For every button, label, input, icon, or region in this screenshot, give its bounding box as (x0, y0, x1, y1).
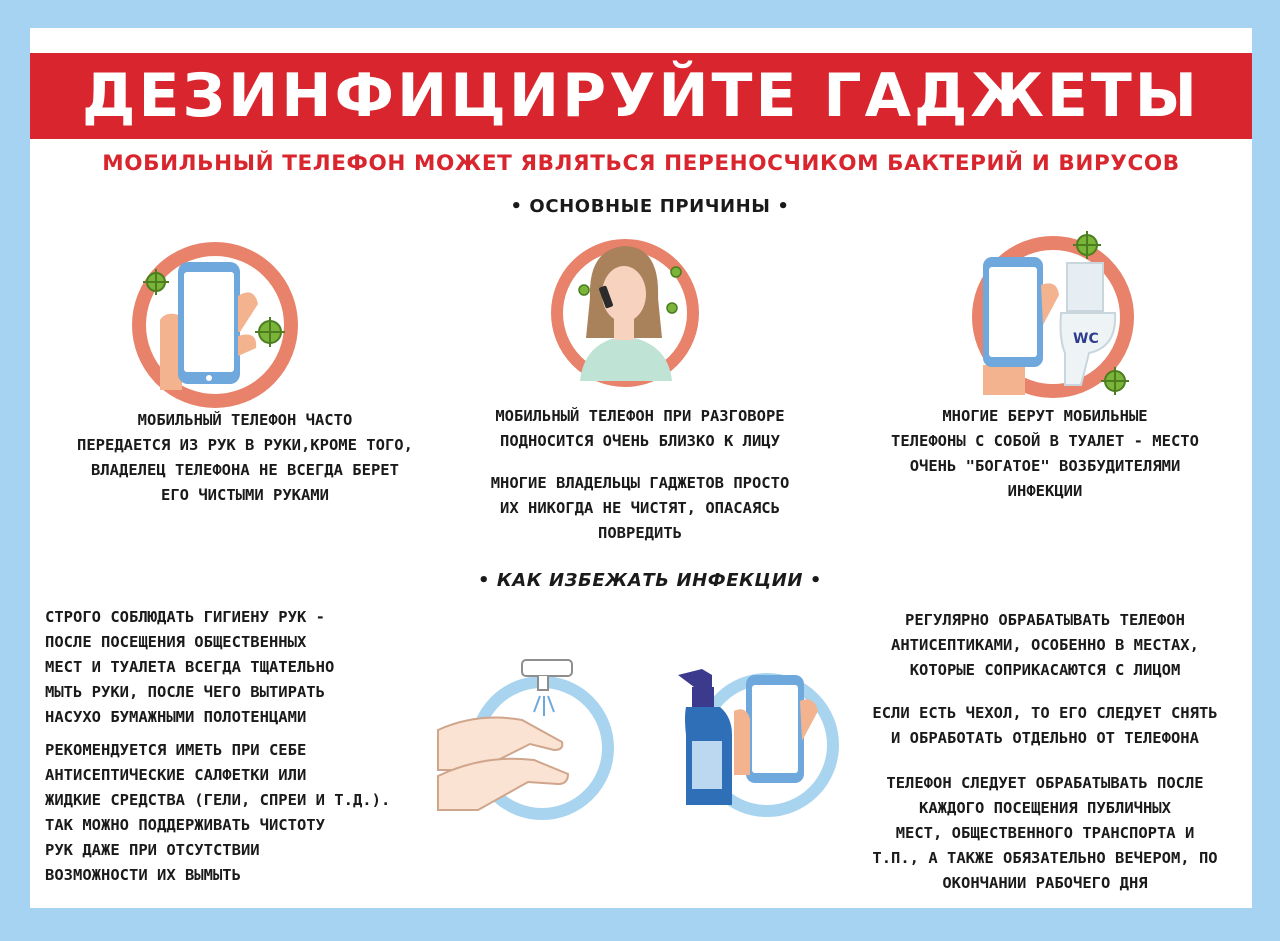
hand-washing-icon (438, 650, 618, 820)
prevention-right-2: ЕСЛИ ЕСТЬ ЧЕХОЛ, ТО ЕГО СЛЕДУЕТ СНЯТЬ И ОБРАБОТАТЬ ОТДЕЛЬНО ОТ ТЕЛЕФОНА (872, 704, 1218, 747)
causes-heading: • ОСНОВНЫЕ ПРИЧИНЫ • (510, 196, 790, 217)
spray-phone-icon (672, 645, 842, 815)
subtitle: МОБИЛЬНЫЙ ТЕЛЕФОН МОЖЕТ ЯВЛЯТЬСЯ ПЕРЕНОСЧИКОМ БАКТЕРИЙ И ВИРУСОВ (102, 151, 1180, 176)
phone-toilet-icon (965, 235, 1140, 400)
woman-phone-icon (550, 238, 700, 388)
cause-2-text: МОБИЛЬНЫЙ ТЕЛЕФОН ПРИ РАЗГОВОРЕ ПОДНОСИТСЯ ОЧЕНЬ БЛИЗКО К ЛИЦУ (495, 407, 785, 450)
prevention-right-1: РЕГУЛЯРНО ОБРАБАТЫВАТЬ ТЕЛЕФОН АНТИСЕПТИКАМИ, ОСОБЕННО В МЕСТАХ, КОТОРЫЕ СОПРИКАСАЮТСЯ С ЛИЦОМ (891, 611, 1199, 679)
prevention-heading: • КАК ИЗБЕЖАТЬ ИНФЕКЦИИ • (477, 570, 823, 591)
prevention-right-3: ТЕЛЕФОН СЛЕДУЕТ ОБРАБАТЫВАТЬ ПОСЛЕ КАЖДОГО ПОСЕЩЕНИЯ ПУБЛИЧНЫХ МЕСТ, ОБЩЕСТВЕННОГО ТРАНСПОРТА И Т.П., А ТАКЖЕ ОБЯЗАТЕЛЬНО ВЕЧЕРОМ, ПО ОКОНЧАНИИ РАБОЧЕГО ДНЯ (872, 774, 1218, 892)
toilet-label: WC (1073, 331, 1099, 347)
prevention-left-1: СТРОГО СОБЛЮДАТЬ ГИГИЕНУ РУК - ПОСЛЕ ПОСЕЩЕНИЯ ОБЩЕСТВЕННЫХ МЕСТ И ТУАЛЕТА ВСЕГДА ТЩАТЕЛЬНО МЫТЬ РУКИ, ПОСЛЕ ЧЕГО ВЫТИРАТЬ НАСУХО БУМАЖНЫМИ ПОЛОТЕНЦАМИ (45, 608, 335, 726)
page-title: ДЕЗИНФИЦИРУЙТЕ ГАДЖЕТЫ (82, 61, 1200, 131)
cause-2-extra-text: МНОГИЕ ВЛАДЕЛЬЦЫ ГАДЖЕТОВ ПРОСТО ИХ НИКОГДА НЕ ЧИСТЯТ, ОПАСАЯСЬ ПОВРЕДИТЬ (490, 474, 790, 542)
prevention-left-2: РЕКОМЕНДУЕТСЯ ИМЕТЬ ПРИ СЕБЕ АНТИСЕПТИЧЕСКИЕ САЛФЕТКИ ИЛИ ЖИДКИЕ СРЕДСТВА (ГЕЛИ, СПРЕИ И Т.Д.). ТАК МОЖНО ПОДДЕРЖИВАТЬ ЧИСТОТУ РУК ДАЖЕ ПРИ ОТСУТСТВИИ ВОЗМОЖНОСТИ ИХ ВЫМЫТЬ (45, 741, 391, 884)
cause-1-text: МОБИЛЬНЫЙ ТЕЛЕФОН ЧАСТО ПЕРЕДАЕТСЯ ИЗ РУК В РУКИ,КРОМЕ ТОГО, ВЛАДЕЛЕЦ ТЕЛЕФОНА НЕ ВСЕГДА БЕРЕТ ЕГО ЧИСТЫМИ РУКАМИ (77, 411, 413, 504)
cause-3-text: МНОГИЕ БЕРУТ МОБИЛЬНЫЕ ТЕЛЕФОНЫ С СОБОЙ В ТУАЛЕТ - МЕСТО ОЧЕНЬ "БОГАТОЕ" ВОЗБУДИТЕЛЯМИ ИНФЕКЦИИ (891, 407, 1199, 500)
hand-phone-virus-icon (130, 240, 300, 410)
